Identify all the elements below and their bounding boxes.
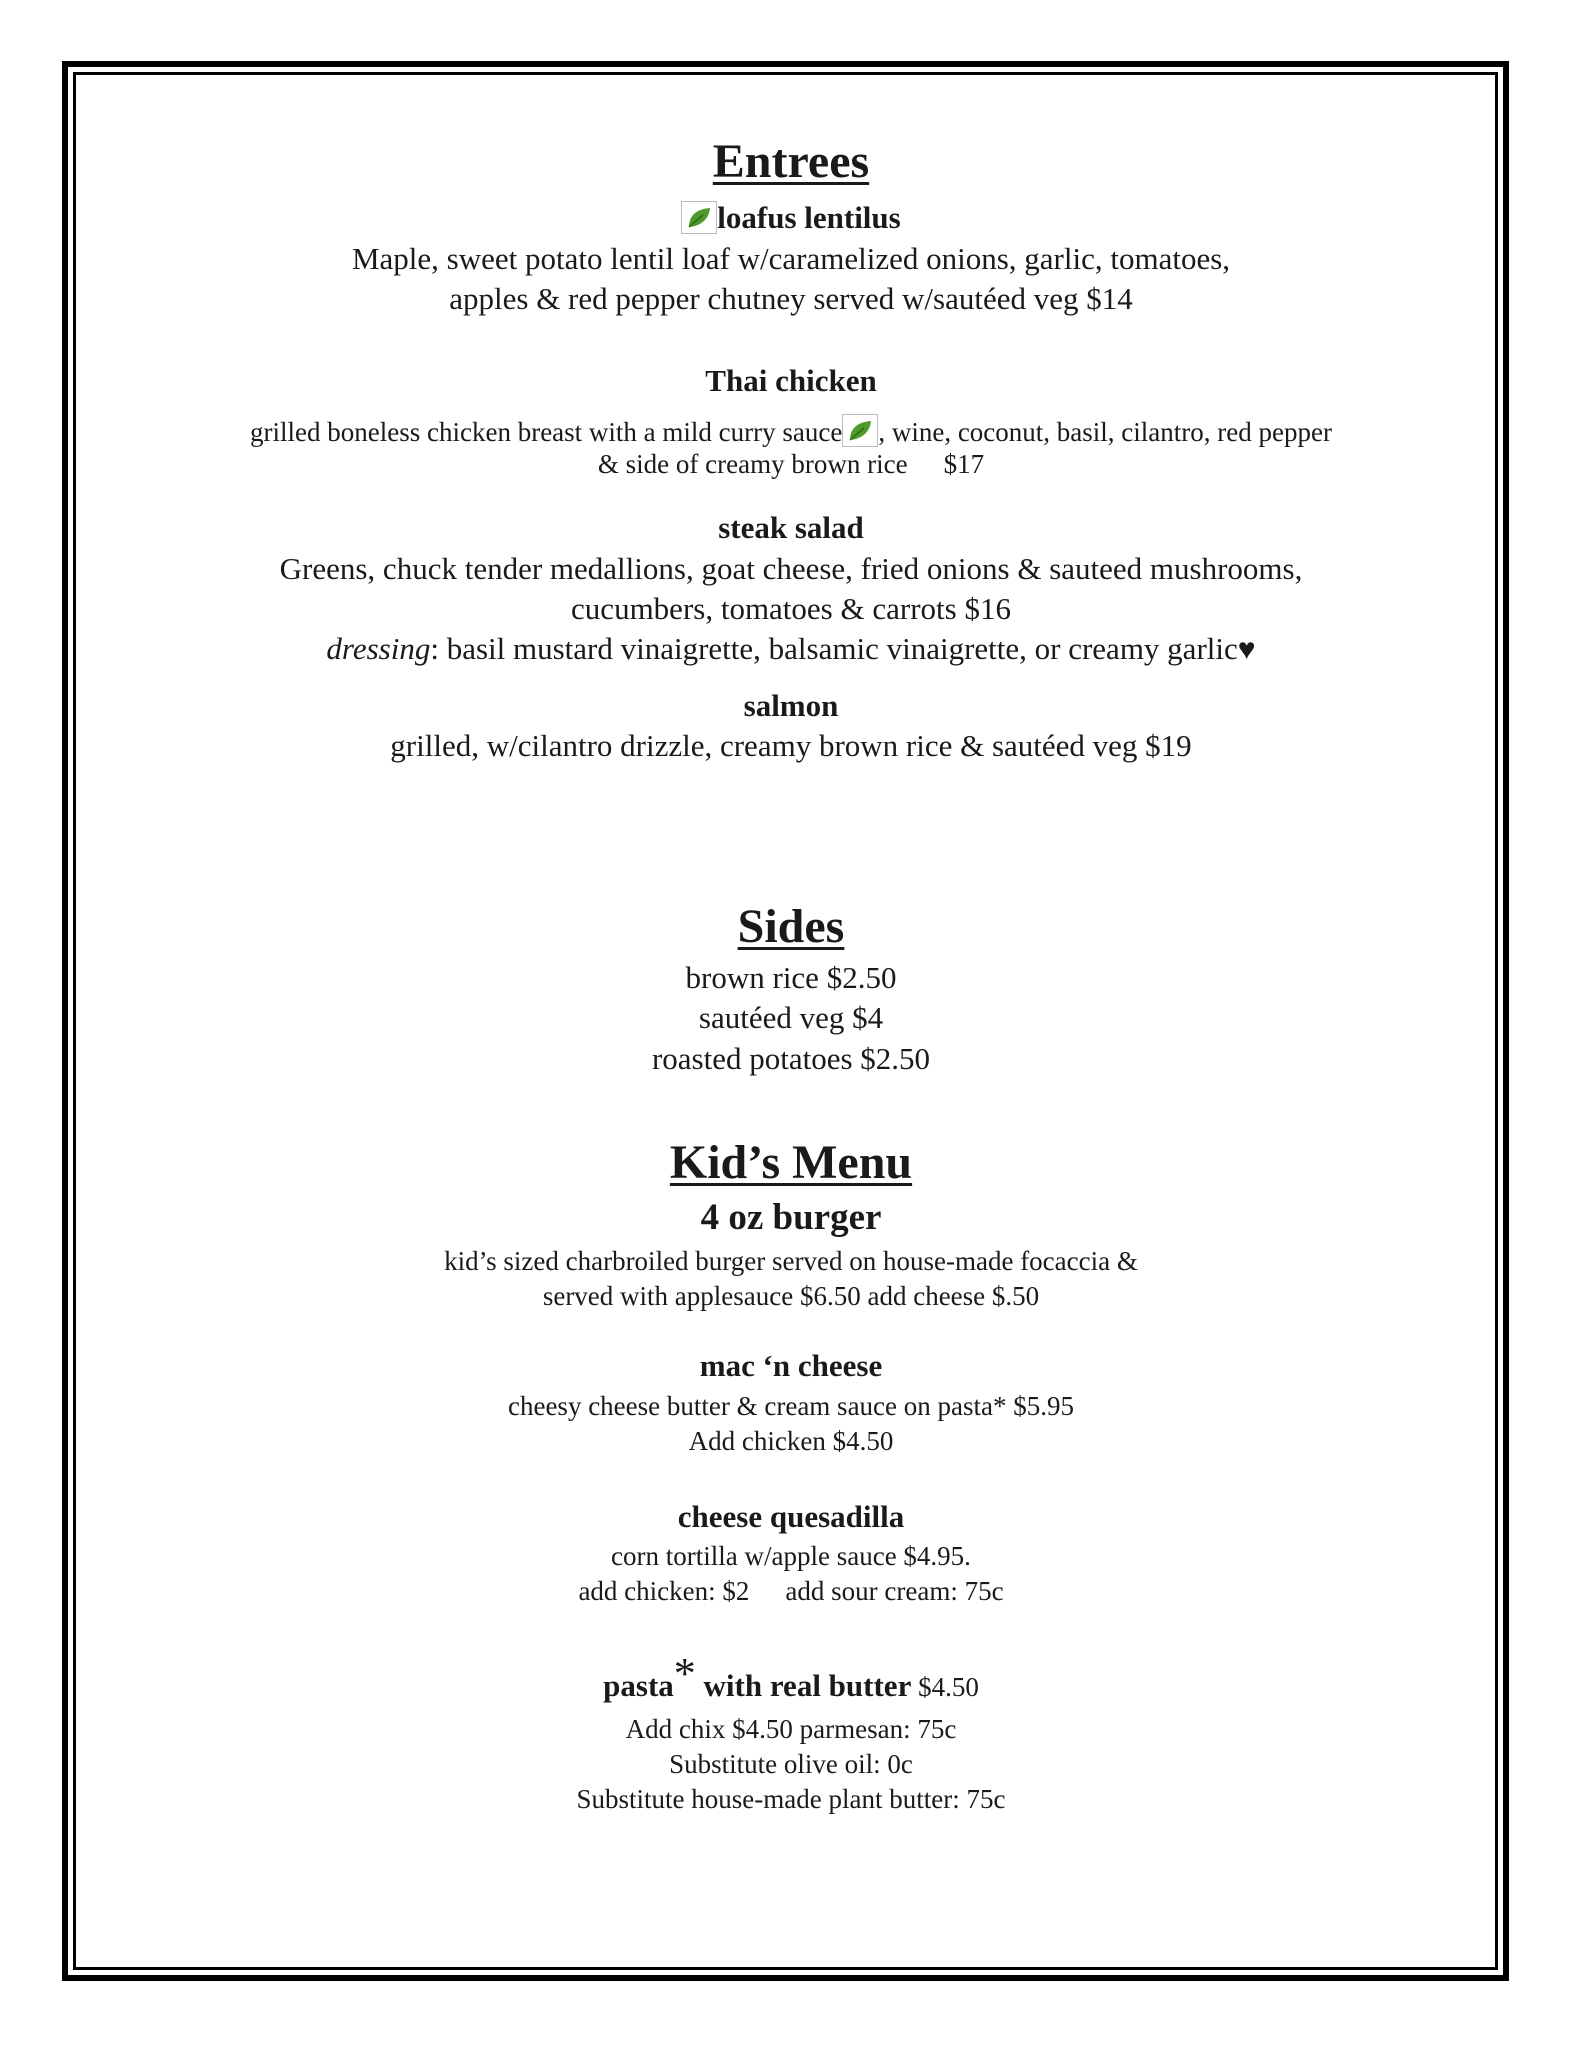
quesadilla-desc-line1: corn tortilla w/apple sauce $4.95. (611, 1541, 971, 1571)
salmon-name: salmon (743, 688, 839, 723)
kids-title: Kid’s Menu (669, 1136, 913, 1189)
thai-desc-a: grilled boneless chicken breast with a mild curry sauce (250, 417, 843, 447)
quesadilla-desc-line2 (100, 1578, 1482, 1605)
pasta-label: pasta (603, 1668, 674, 1703)
loafus-name: loafus lentilus (717, 200, 901, 235)
pasta-sub-plant-butter: Substitute house-made plant butter: 75c (576, 1784, 1006, 1814)
thai-desc-line2 (100, 451, 1482, 478)
steak-dressing (100, 633, 1482, 665)
quesadilla-name: cheese quesadilla (677, 1499, 905, 1534)
steak-desc-line1: Greens, chuck tender medallions, goat cheese, fried onions & sauteed mushrooms, (279, 551, 1303, 586)
mac-desc-line2: Add chicken $4.50 (688, 1426, 894, 1456)
mac-desc-line1: cheesy cheese butter & cream sauce on pasta* $5.95 (507, 1391, 1074, 1421)
steak-desc-line2: cucumbers, tomatoes & carrots $16 (571, 591, 1011, 626)
salmon-desc: grilled, w/cilantro drizzle, creamy brown rice & sautéed veg $19 (390, 728, 1192, 763)
burger-name: 4 oz burger (700, 1197, 882, 1238)
thai-price: $17 (943, 449, 985, 479)
quesadilla-add-sour-cream: add sour cream: 75c (785, 1576, 1004, 1606)
quesadilla-add-chicken: add chicken: $2 (578, 1576, 750, 1606)
leaf-icon (842, 414, 878, 447)
thai-desc-line1 (100, 414, 1482, 447)
side-item: sautéed veg $4 (698, 1000, 884, 1035)
burger-desc-line1: kid’s sized charbroiled burger served on house-made focaccia & (444, 1246, 1138, 1276)
loafus-item-name (100, 201, 1482, 234)
thai-desc-side: & side of creamy brown rice (597, 449, 908, 479)
side-item: roasted potatoes $2.50 (651, 1041, 931, 1076)
pasta-label-rest: with real butter (695, 1668, 912, 1703)
pasta-add-ons: Add chix $4.50 parmesan: 75c (625, 1714, 957, 1744)
sides-title: Sides (737, 900, 845, 953)
thai-name: Thai chicken (705, 363, 877, 398)
dressing-label: dressing (326, 631, 431, 666)
heart-icon: ♥ (1237, 633, 1256, 666)
steak-name: steak salad (718, 510, 864, 545)
loafus-desc-line1: Maple, sweet potato lentil loaf w/caramelized onions, garlic, tomatoes, (351, 241, 1231, 276)
asterisk-icon: * (673, 1649, 696, 1698)
pasta-name (100, 1649, 1482, 1703)
leaf-icon (681, 201, 717, 234)
pasta-price: $4.50 (911, 1672, 979, 1702)
dressing-options: : basil mustard vinaigrette, balsamic vinaigrette, or creamy garlic (430, 631, 1238, 666)
loafus-desc-line2: apples & red pepper chutney served w/sautéed veg $14 (449, 281, 1133, 316)
burger-desc-line2: served with applesauce $6.50 add cheese $.50 (542, 1281, 1040, 1311)
mac-name: mac ‘n cheese (699, 1348, 883, 1383)
entrees-title: Entrees (712, 135, 870, 188)
side-item: brown rice $2.50 (685, 960, 897, 995)
thai-desc-b: , wine, coconut, basil, cilantro, red pepper (878, 417, 1332, 447)
pasta-sub-olive-oil: Substitute olive oil: 0c (669, 1749, 913, 1779)
